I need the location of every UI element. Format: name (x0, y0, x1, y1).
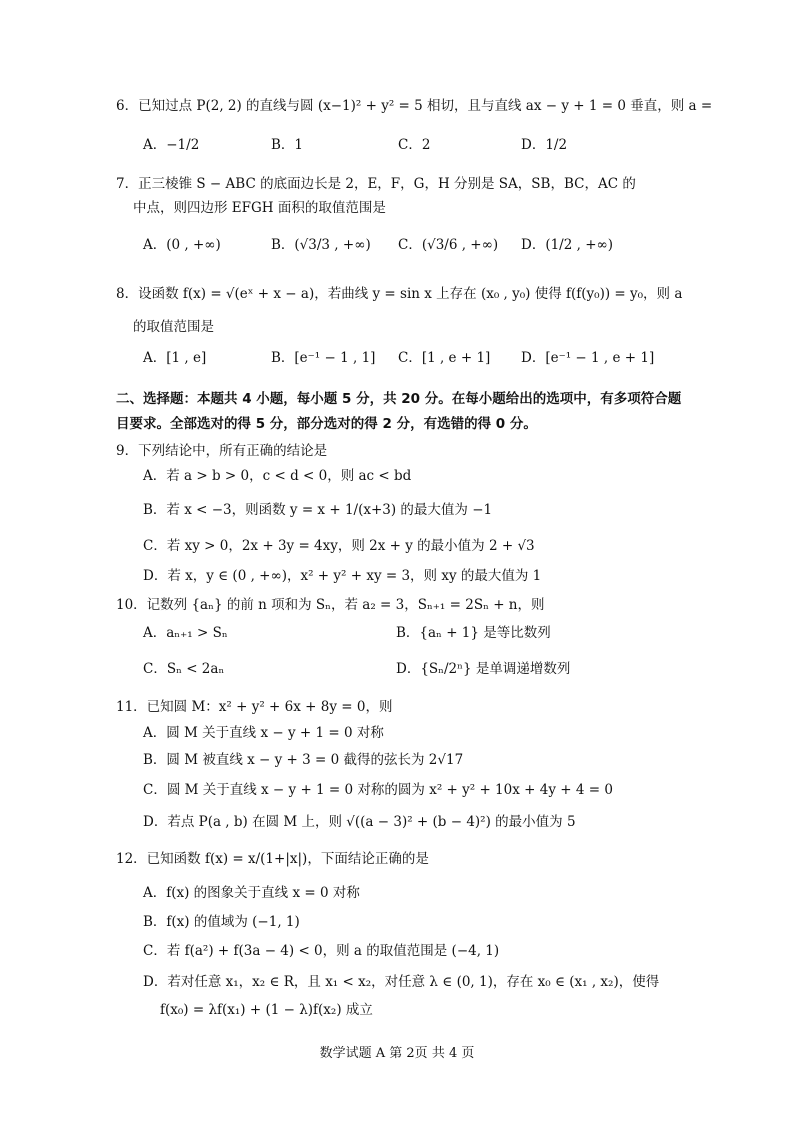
q10-stem: 10．记数列 {aₙ} 的前 n 项和为 Sₙ，若 a₂ = 3，Sₙ₊₁ = 2Sₙ + n，则 (116, 597, 545, 613)
q11-option-c: C．圆 M 关于直线 x − y + 1 = 0 对称的圆为 x² + y² + 10x + 4y + 4 = 0 (143, 782, 613, 798)
q11-option-b: B．圆 M 被直线 x − y + 3 = 0 截得的弦长为 2√17 (143, 752, 464, 768)
q12-option-c: C．若 f(a²) + f(3a − 4) < 0，则 a 的取值范围是 (−4, 1) (143, 943, 500, 959)
q7-option-d: D．(1/2 , +∞) (521, 237, 614, 253)
q6-option-d: D．1/2 (521, 137, 568, 153)
q10-option-a: A．aₙ₊₁ > Sₙ (143, 625, 228, 641)
q8-stem-line2: 的取值范围是 (133, 319, 214, 335)
q8-option-d: D．[e⁻¹ − 1 , e + 1] (521, 350, 655, 366)
q6-option-a: A．−1/2 (143, 137, 200, 153)
q9-option-a: A．若 a > b > 0，c < d < 0，则 ac < bd (143, 468, 412, 484)
q11-option-a: A．圆 M 关于直线 x − y + 1 = 0 对称 (143, 725, 384, 741)
q12-option-d-line2: f(x₀) = λf(x₁) + (1 − λ)f(x₂) 成立 (160, 1002, 373, 1018)
q8-option-a: A．[1 , e] (143, 350, 207, 366)
q8-option-b: B．[e⁻¹ − 1 , 1] (271, 350, 376, 366)
q6-option-c: C．2 (398, 137, 431, 153)
q7-option-a: A．(0 , +∞) (143, 237, 221, 253)
q12-stem: 12．已知函数 f(x) = x/(1+|x|)，下面结论正确的是 (116, 851, 429, 867)
q12-option-a: A．f(x) 的图象关于直线 x = 0 对称 (143, 885, 360, 901)
q8-option-c: C．[1 , e + 1] (398, 350, 491, 366)
q7-stem-line2: 中点，则四边形 EFGH 面积的取值范围是 (133, 200, 386, 216)
q6-option-b: B．1 (271, 137, 304, 153)
q11-stem: 11．已知圆 M：x² + y² + 6x + 8y = 0，则 (116, 699, 393, 715)
q10-option-b: B．{aₙ + 1} 是等比数列 (396, 625, 551, 641)
page-footer: 数学试题 A 第 2页 共 4 页 (319, 1046, 475, 1061)
q9-option-d: D．若 x，y ∈ (0 , +∞)，x² + y² + xy = 3，则 xy 的最大值为 1 (143, 568, 542, 584)
q12-option-d-line1: D．若对任意 x₁，x₂ ∈ R，且 x₁ < x₂，对任意 λ ∈ (0, 1)，存在 x₀ ∈ (x₁ , x₂)，使得 (143, 974, 660, 990)
q12-option-b: B．f(x) 的值域为 (−1, 1) (143, 914, 300, 930)
section2-header-line2: 目要求。全部选对的得 5 分，部分选对的得 2 分，有选错的得 0 分。 (116, 416, 537, 432)
q10-option-d: D．{Sₙ/2ⁿ} 是单调递增数列 (396, 661, 571, 677)
q7-option-b: B．(√3/3 , +∞) (271, 237, 371, 253)
q8-stem-line1: 8．设函数 f(x) = √(eˣ + x − a)，若曲线 y = sin x 上存在 (x₀ , y₀) 使得 f(f(y₀)) = y₀，则 a (116, 286, 683, 302)
q11-option-d: D．若点 P(a , b) 在圆 M 上，则 √((a − 3)² + (b − 4)²) 的最小值为 5 (143, 814, 576, 830)
q7-option-c: C．(√3/6 , +∞) (398, 237, 499, 253)
q9-stem: 9．下列结论中，所有正确的结论是 (116, 443, 328, 459)
q6-stem: 6．已知过点 P(2, 2) 的直线与圆 (x−1)² + y² = 5 相切，且与直线 ax − y + 1 = 0 垂直，则 a = (116, 98, 713, 114)
q7-stem-line1: 7．正三棱锥 S − ABC 的底面边长是 2，E，F，G，H 分别是 SA，SB，BC，AC 的 (116, 176, 636, 192)
q9-option-c: C．若 xy > 0，2x + 3y = 4xy，则 2x + y 的最小值为 2 + √3 (143, 538, 535, 554)
q10-option-c: C．Sₙ < 2aₙ (143, 661, 225, 677)
q9-option-b: B．若 x < −3，则函数 y = x + 1/(x+3) 的最大值为 −1 (143, 502, 493, 518)
section2-header-line1: 二、选择题：本题共 4 小题，每小题 5 分，共 20 分。在每小题给出的选项中，有多项符合题 (116, 391, 682, 407)
